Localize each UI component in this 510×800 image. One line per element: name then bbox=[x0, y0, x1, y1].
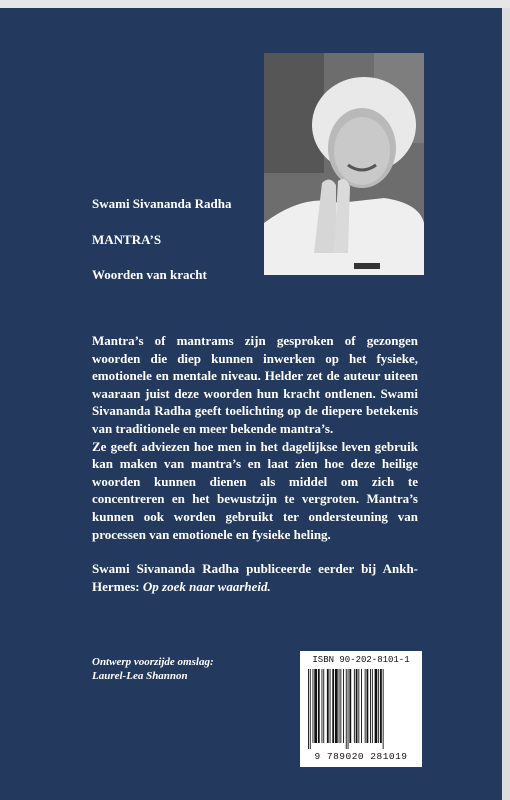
barcode-bar bbox=[358, 669, 359, 743]
author-name: Swami Sivananda Radha bbox=[92, 196, 232, 211]
blurb-paragraph-2: Ze geeft adviezen hoe men in het dagelijkse leven gebruik kan maken van mantra’s en laat zien hoe deze heilige woorden kunnen dienen als middel om zich te concentreren en het bewustzijn te vergroten. Mantra’s kunnen ook worden gebruikt ter ondersteuning van processen van emotionele en fysieke heling. bbox=[92, 438, 418, 542]
book-title: MANTRA’S bbox=[92, 232, 162, 247]
barcode-bar bbox=[313, 669, 314, 743]
barcode-bar bbox=[335, 669, 338, 743]
barcode-bar bbox=[323, 669, 324, 743]
barcode-bar bbox=[367, 669, 369, 743]
barcode-bar bbox=[372, 669, 373, 743]
earlier-prefix: Swami Sivananda Radha publiceerde eerder bij Ankh-Hermes: bbox=[92, 561, 418, 594]
barcode-bar bbox=[314, 669, 317, 743]
barcode-bar bbox=[361, 669, 362, 743]
barcode-bar bbox=[349, 669, 351, 743]
barcode-bar bbox=[383, 669, 384, 749]
barcode-bar bbox=[354, 669, 355, 743]
earlier-title: Op zoek naar waarheid. bbox=[142, 578, 271, 594]
barcode bbox=[300, 651, 422, 767]
blurb bbox=[92, 332, 418, 595]
barcode-bar bbox=[332, 669, 334, 743]
blurb-paragraph-1: Mantra’s of mantrams zijn gesproken of gezongen woorden die diep kunnen inwerken op het fysieke, emotionele en mentale niveau. Helder zet de auteur uiteen waaraan juist deze woorden hun kracht ontlenen. Swami Sivananda Radha geeft toelichting op de diepere betekenis van traditionele en meer bekende mantra’s. bbox=[92, 333, 418, 436]
earlier-publication bbox=[92, 560, 418, 595]
barcode-bar bbox=[327, 669, 329, 743]
barcode-bar bbox=[356, 669, 358, 743]
barcode-bar bbox=[375, 669, 378, 743]
barcode-bar bbox=[322, 669, 323, 743]
ean-number: 9 789020 281019 bbox=[314, 751, 408, 762]
barcode-bar bbox=[330, 669, 331, 743]
spacer bbox=[92, 543, 418, 560]
barcode-bar bbox=[318, 669, 320, 743]
barcode-bar bbox=[370, 669, 371, 743]
barcode-bar bbox=[310, 669, 311, 749]
author-photo bbox=[264, 53, 424, 275]
credit-designer: Laurel-Lea Shannon bbox=[92, 670, 188, 682]
barcode-bar bbox=[346, 669, 347, 749]
isbn-label: ISBN 90-202-8101-1 bbox=[312, 655, 410, 665]
barcode-bar bbox=[380, 669, 382, 743]
book-subtitle: Woorden van kracht bbox=[92, 267, 207, 282]
cover-credit bbox=[92, 655, 214, 683]
barcode-bar bbox=[365, 669, 366, 743]
barcode-bar bbox=[339, 669, 340, 743]
barcode-bar bbox=[378, 669, 379, 743]
barcode-bar bbox=[343, 669, 344, 743]
barcode-bars bbox=[308, 669, 414, 749]
barcode-bar bbox=[340, 669, 341, 743]
barcode-bar bbox=[308, 669, 309, 749]
credit-label: Ontwerp voorzijde omslag: bbox=[92, 656, 214, 668]
barcode-bar bbox=[348, 669, 349, 749]
author-photo-image bbox=[264, 53, 424, 275]
page-edge bbox=[502, 8, 510, 800]
